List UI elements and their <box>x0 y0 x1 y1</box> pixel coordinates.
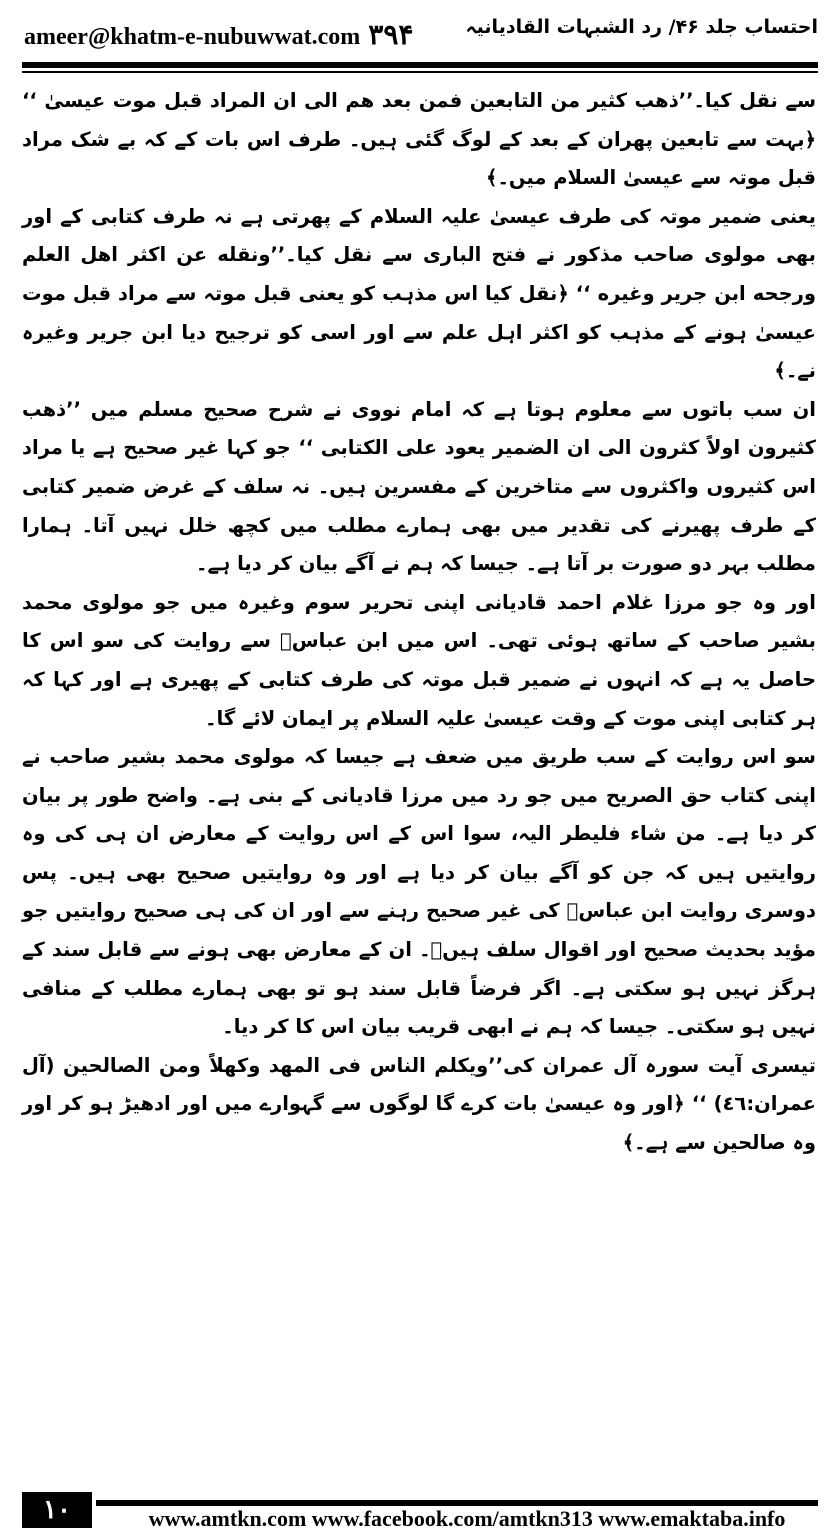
paragraph-5: سو اس روایت کے سب طریق میں ضعف ہے جیسا کہ مولوی محمد بشیر صاحب نے اپنی کتاب حق الصریح میں جو رد میں مرزا قادیانی کے بنی ہے۔ واضح طور پر بیان کر دیا ہے۔ من شاء فلیطر الیہ، سوا اس کے اس روایت کے معارض ان ہی کی وہ روایتیں ہیں کہ جن کو آگے بیان کر دیا ہے اور وہ روایتیں صحیح بھی ہیں۔ پس دوسری روایت ابن عباسؓ کی غیر صحیح رہنے سے اور ان کی ہی صحیح روایتیں جو مؤید بحدیث صحیح اور اقوال سلف ہیںؒ۔ ان کے معارض بھی ہونے سے قابل سند کے ہرگز نہیں ہو سکتی ہے۔ اگر فرضاً قابل سند ہو تو بھی ہمارے مطلب کے منافی نہیں ہو سکتی۔ جیسا کہ ہم نے ابھی قریب بیان اس کا کر دیا۔ <box>22 745 816 1039</box>
header-rule-thick <box>22 62 818 68</box>
header-page-number: ۳۹۴ <box>368 20 414 51</box>
header-email: ameer@khatm-e-nubuwwat.com <box>24 24 361 50</box>
paragraph-4: اور وہ جو مرزا غلام احمد قادیانی اپنی تحریر سوم وغیرہ میں جو مولوی محمد بشیر صاحب کے ساتھ ہوئی تھی۔ اس میں ابن عباسؓ سے روایت کی سو اس کا حاصل یہ ہے کہ انہوں نے ضمیر قبل موتہ کی طرف کتابی کے پھیری ہے اور کہا کہ ہر کتابی اپنی موت کے وقت عیسیٰ علیہ السلام پر ایمان لائے گا۔ <box>22 590 816 730</box>
header-left <box>24 18 413 52</box>
header-book-title: احتساب جلد ۴۶/ رد الشبہات القادیانیہ <box>465 16 818 38</box>
paragraph-3: ان سب باتوں سے معلوم ہوتا ہے کہ امام نووی نے شرح صحیح مسلم میں ’’ذهب كثيرون اولاً كثرون الى ان الضمير يعود على الكتابى ‘‘ جو کہا غیر صحیح ہے یا مراد اس کثیروں واکثروں سے متاخرین کے مفسرین ہیں۔ نہ سلف کے غرض ضمیر کتابی کے طرف پھیرنے کی تقدیر میں بھی ہمارے مطلب میں کچھ خلل نہیں آتا۔ ہمارا مطلب بہر دو صورت بر آتا ہے۔ جیسا کہ ہم نے آگے بیان کر دیا ہے۔ <box>22 397 816 576</box>
page-body <box>22 82 816 1163</box>
header-rule-thin <box>22 71 818 73</box>
footer-page-number: ۱۰ <box>22 1492 92 1528</box>
paragraph-1: سے نقل کیا۔’’ذهب كثير من التابعين فمن بعد هم الى ان المراد قبل موت عيسىٰ ‘‘ ﴿بہت سے تابعین پھران کے بعد کے لوگ گئی ہیں۔ طرف اس بات کے کہ بے شک مراد قبل موتہ سے عیسیٰ السلام میں۔﴾ <box>22 89 816 190</box>
footer-urls: www.amtkn.com www.facebook.com/amtkn313 www.emaktaba.info <box>148 1506 786 1531</box>
paragraph-6: تیسری آیت سورہ آل عمران کی’’ويكلم الناس فى المهد وكهلاً ومن الصالحين (آل عمران:٤٦) ‘‘ ﴿اور وہ عیسیٰ بات کرے گا لوگوں سے گہوارے میں اور ادھیڑ ہو کر اور وہ صالحین سے ہے۔﴾ <box>22 1053 816 1155</box>
page-header <box>24 14 818 51</box>
paragraph-2: یعنی ضمیر موتہ کی طرف عیسیٰ علیہ السلام کے پھرتی ہے نہ طرف کتابی کے اور بھی مولوی صاحب مذکور نے فتح الباری سے نقل کیا۔’’ونقله عن اكثر اهل العلم ورجحه ابن جرير وغيره ‘‘ ﴿نقل کیا اس مذہب کو یعنی قبل موتہ سے مراد قبل موت عیسیٰ ہونے کے مذہب کو اکثر اہل علم سے اور اسی کو ترجیح دیا ابن جریر وغیرہ نے۔﴾ <box>22 204 816 383</box>
